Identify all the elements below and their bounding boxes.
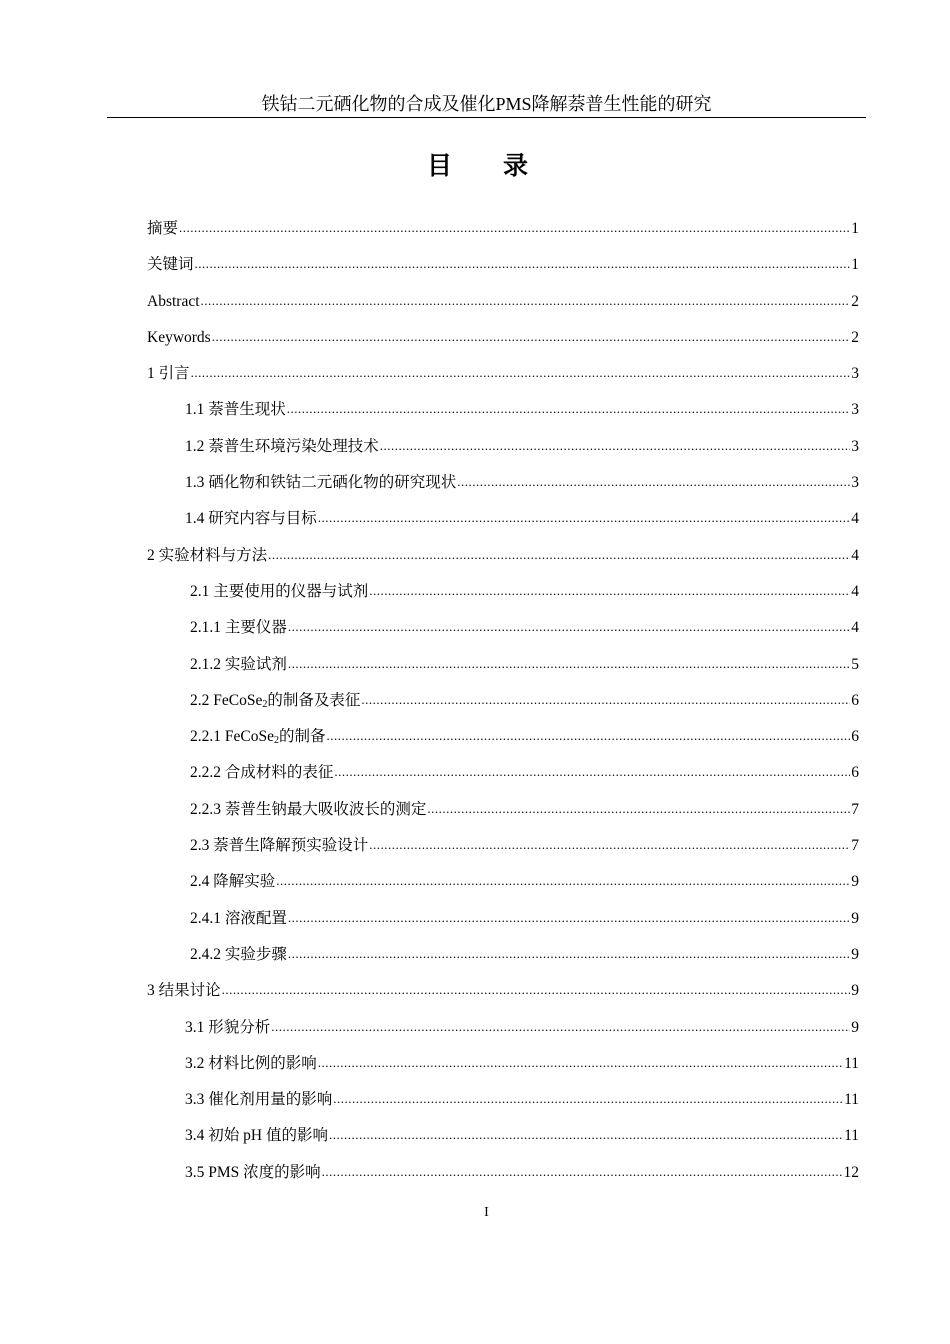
toc-entry-title-subscript: 2: [262, 698, 268, 710]
toc-dot-leader: [333, 1088, 843, 1110]
toc-dot-leader: [201, 290, 851, 312]
toc-entry-page: 1: [851, 220, 859, 237]
toc-entry-page: 6: [851, 691, 859, 709]
running-header: 铁钴二元硒化物的合成及催化PMS降解萘普生性能的研究: [261, 94, 712, 114]
toc-entry[interactable]: [147, 617, 859, 653]
toc-entry-page: 11: [844, 1091, 859, 1109]
toc-entry-title: 2.4 降解实验: [190, 873, 276, 891]
toc-entry-title: 3.4 初始 pH 值的影响: [185, 1127, 328, 1145]
toc-dot-leader: [288, 616, 850, 638]
toc-dot-leader: [329, 1124, 843, 1146]
toc-entry[interactable]: [147, 799, 859, 835]
toc-dot-leader: [318, 1052, 843, 1074]
toc-entry-title: 2.1.1 主要仪器: [190, 619, 287, 637]
toc-dot-leader: [427, 798, 850, 820]
toc-entry-title: 1.1 萘普生现状: [185, 401, 286, 419]
toc-entry-title: 3.3 催化剂用量的影响: [185, 1091, 333, 1109]
toc-entry-page: 9: [851, 873, 859, 891]
toc-entry[interactable]: [147, 581, 859, 617]
toc-entry-title-main: 2.2.1 FeCoSe: [190, 728, 274, 746]
toc-entry[interactable]: [147, 726, 859, 762]
toc-dot-leader: [222, 979, 851, 1001]
toc-entry[interactable]: [147, 291, 859, 327]
toc-entry-page: 11: [844, 1127, 859, 1145]
toc-entry[interactable]: [147, 835, 859, 871]
toc-entry-page: 7: [851, 800, 859, 818]
toc-entry-title: [190, 690, 360, 716]
toc-entry-page: 11: [844, 1054, 859, 1072]
toc-dot-leader: [322, 1161, 843, 1183]
toc-entry[interactable]: [147, 254, 859, 290]
toc-entry[interactable]: [147, 908, 859, 944]
toc-entry[interactable]: [147, 436, 859, 472]
toc-dot-leader: [288, 653, 850, 675]
toc-entry[interactable]: [147, 1053, 859, 1089]
toc-entry-title: Abstract: [147, 292, 200, 310]
toc-entry[interactable]: [147, 218, 859, 254]
toc-entry-page: 9: [851, 945, 859, 963]
toc-entry-page: 6: [851, 728, 859, 746]
toc-dot-leader: [318, 507, 850, 529]
toc-entry[interactable]: [147, 690, 859, 726]
toc-entry[interactable]: [147, 944, 859, 980]
toc-entry-title: 2 实验材料与方法: [147, 546, 268, 564]
toc-entry-title-suffix: 的制备: [278, 728, 326, 746]
toc-entry-page: 3: [851, 365, 859, 383]
toc-dot-leader: [457, 471, 850, 493]
toc-entry-page: 7: [851, 837, 859, 855]
toc-entry-page: 12: [843, 1163, 859, 1181]
toc-entry-page: 4: [851, 510, 859, 528]
toc-entry[interactable]: [147, 654, 859, 690]
toc-entry-title: 1.2 萘普生环境污染处理技术: [185, 437, 379, 455]
toc-entry-page: 9: [851, 909, 859, 927]
toc-entry-title-suffix: 的制备及表征: [267, 691, 361, 709]
page-number: I: [484, 1205, 489, 1220]
toc-entry-title-main: 2.2 FeCoSe: [190, 691, 263, 709]
toc-entry-title: Keywords: [147, 328, 211, 346]
toc-entry-page: 3: [851, 474, 859, 492]
toc-dot-leader: [179, 217, 850, 239]
toc-entry-page: 6: [851, 764, 859, 782]
toc-entry[interactable]: [147, 545, 859, 581]
toc-entry[interactable]: [147, 871, 859, 907]
toc-entry-title: 2.3 萘普生降解预实验设计: [190, 837, 369, 855]
toc-title: 目录: [426, 151, 579, 180]
toc-dot-leader: [369, 580, 850, 602]
toc-entry-title: 2.2.2 合成材料的表征: [190, 764, 334, 782]
toc-entry-title: 关键词: [147, 256, 194, 274]
toc-dot-leader: [212, 326, 851, 348]
toc-entry-page: 4: [851, 582, 859, 600]
toc-entry-page: 4: [851, 546, 859, 564]
toc-entry-title: 1.4 研究内容与目标: [185, 510, 317, 528]
toc-dot-leader: [288, 907, 850, 929]
toc-entry-title: 摘要: [147, 220, 179, 237]
toc-entry-title: 2.2.3 萘普生钠最大吸收波长的测定: [190, 800, 427, 818]
toc-dot-leader: [191, 362, 851, 384]
toc-entry-title: 1 引言: [147, 365, 190, 383]
toc-dot-leader: [380, 435, 850, 457]
toc-entry[interactable]: [147, 327, 859, 363]
toc-entry-title: 2.1.2 实验试剂: [190, 655, 287, 673]
toc-entry-page: 2: [851, 292, 859, 310]
toc-dot-leader: [334, 761, 850, 783]
toc-entry[interactable]: [147, 399, 859, 435]
toc-entry[interactable]: [147, 1162, 859, 1198]
toc-entry-page: 4: [851, 619, 859, 637]
toc-entry[interactable]: [147, 980, 859, 1016]
toc-entry-title: 3 结果讨论: [147, 982, 221, 1000]
toc-entry-page: 9: [851, 1018, 859, 1036]
table-of-contents: [147, 218, 859, 1198]
toc-entry-page: 3: [851, 401, 859, 419]
toc-dot-leader: [271, 1016, 850, 1038]
toc-entry-page: 9: [851, 982, 859, 1000]
toc-entry-title: 3.2 材料比例的影响: [185, 1054, 317, 1072]
toc-entry-title: 1.3 硒化物和铁钴二元硒化物的研究现状: [185, 474, 457, 492]
toc-entry-title: [190, 726, 325, 752]
toc-entry[interactable]: [147, 1017, 859, 1053]
toc-dot-leader: [287, 398, 850, 420]
toc-entry[interactable]: [147, 363, 859, 399]
toc-entry[interactable]: [147, 762, 859, 798]
toc-entry-title: 2.4.2 实验步骤: [190, 945, 287, 963]
toc-entry-page: 5: [851, 655, 859, 673]
toc-dot-leader: [326, 725, 850, 747]
toc-dot-leader: [195, 253, 851, 275]
toc-entry-page: 3: [851, 437, 859, 455]
toc-entry[interactable]: [147, 472, 859, 508]
toc-entry[interactable]: [147, 1089, 859, 1125]
toc-dot-leader: [369, 834, 850, 856]
toc-dot-leader: [276, 870, 850, 892]
toc-entry[interactable]: [147, 1125, 859, 1161]
toc-entry-title-subscript: 2: [273, 735, 279, 747]
toc-dot-leader: [268, 544, 850, 566]
toc-entry-title: 3.5 PMS 浓度的影响: [185, 1163, 321, 1181]
toc-entry-page: 2: [851, 328, 859, 346]
toc-entry-title: 3.1 形貌分析: [185, 1018, 271, 1036]
header-divider: [107, 117, 866, 118]
toc-entry-page: 1: [851, 256, 859, 274]
toc-dot-leader: [361, 689, 850, 711]
toc-entry-title: 2.4.1 溶液配置: [190, 909, 287, 927]
toc-entry-title: 2.1 主要使用的仪器与试剂: [190, 582, 369, 600]
toc-dot-leader: [288, 943, 850, 965]
toc-entry[interactable]: [147, 508, 859, 544]
